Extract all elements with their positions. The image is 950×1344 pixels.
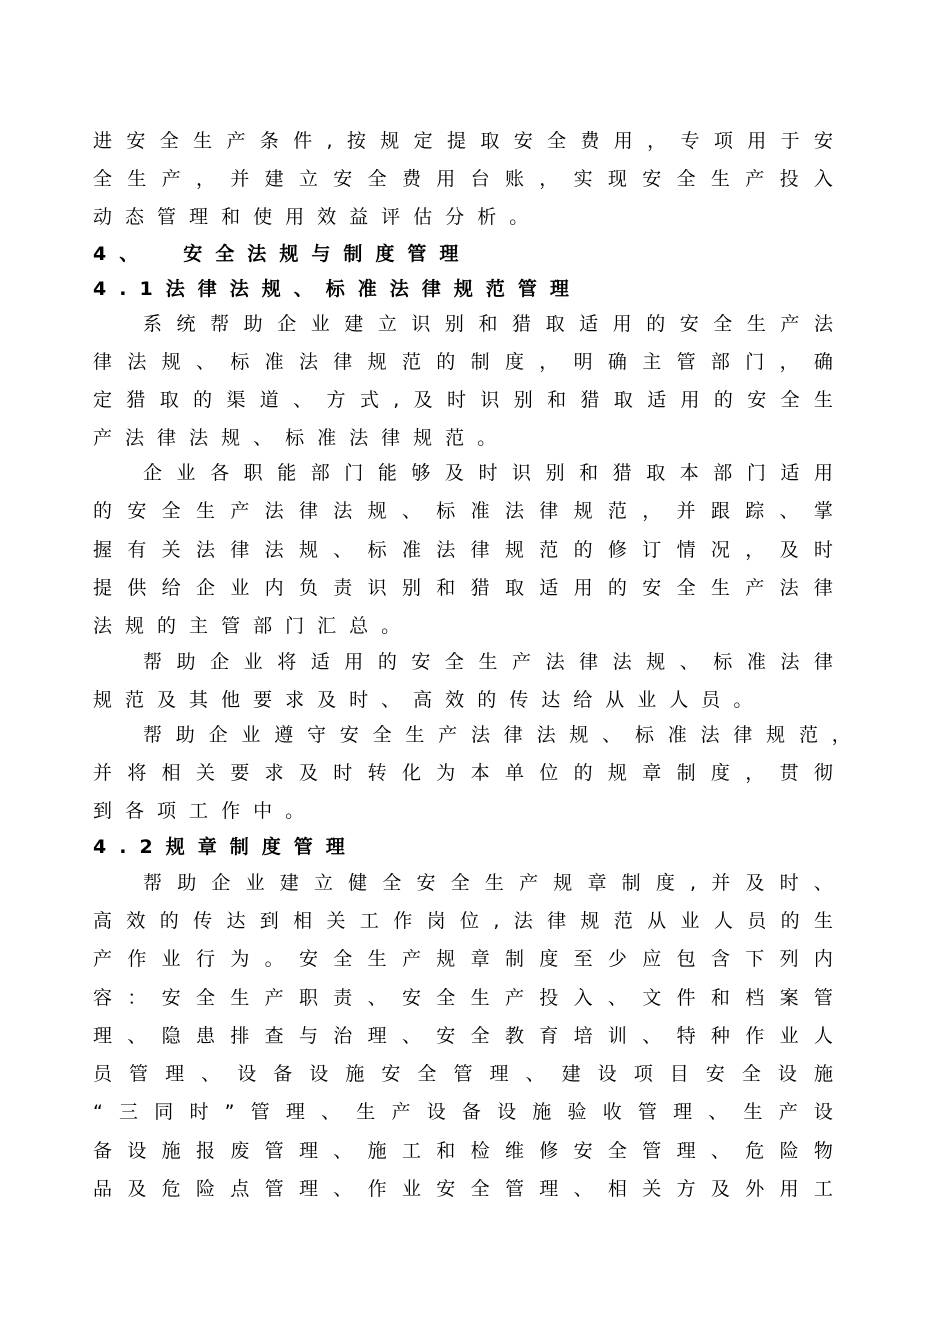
text-line: 规 范 及 其 他 要 求 及 时 、 高 效 的 传 达 给 从 业 人 员 。 bbox=[93, 689, 753, 711]
text-line: 产 法 律 法 规 、 标 准 法 律 规 范 。 bbox=[93, 427, 497, 449]
text-line: 帮 助 企 业 建 立 健 全 安 全 生 产 规 章 制 度 , 并 及 时 、 bbox=[143, 872, 833, 894]
text-line: 提 供 给 企 业 内 负 责 识 别 和 猎 取 适 用 的 安 全 生 产 法 律 bbox=[93, 577, 833, 599]
text-line: 到 各 项 工 作 中 。 bbox=[93, 800, 305, 822]
text-line: 的 安 全 生 产 法 律 法 规 、 标 准 法 律 规 范 ， 并 跟 踪 、 掌 bbox=[93, 500, 833, 522]
text-line: 容 ： 安 全 生 产 职 责 、 安 全 生 产 投 入 、 文 件 和 档 案 管 bbox=[93, 987, 833, 1009]
text-line: 握 有 关 法 律 法 规 、 标 准 法 律 规 范 的 修 订 情 况 ， 及 时 bbox=[93, 539, 833, 561]
text-line: 定 猎 取 的 渠 道 、 方 式 , 及 时 识 别 和 猎 取 适 用 的 安 全 生 bbox=[93, 389, 833, 411]
text-line: 员 管 理 、 设 备 设 施 安 全 管 理 、 建 设 项 目 安 全 设 施 bbox=[93, 1063, 833, 1085]
text-line: 进 安 全 生 产 条 件 , 按 规 定 提 取 安 全 费 用 ， 专 项 用 于 安 bbox=[93, 130, 833, 152]
text-line: “ 三 同 时 ” 管 理 、 生 产 设 备 设 施 验 收 管 理 、 生 产 设 bbox=[93, 1101, 833, 1123]
subsection-heading: 4 . 2 规 章 制 度 管 理 bbox=[93, 836, 345, 858]
text-line: 备 设 施 报 废 管 理 、 施 工 和 检 维 修 安 全 管 理 、 危 险 物 bbox=[93, 1140, 833, 1162]
text-line: 系 统 帮 助 企 业 建 立 识 别 和 猎 取 适 用 的 安 全 生 产 法 bbox=[143, 313, 833, 335]
text-line: 品 及 危 险 点 管 理 、 作 业 安 全 管 理 、 相 关 方 及 外 用 工 bbox=[93, 1178, 833, 1200]
text-line: 法 规 的 主 管 部 门 汇 总 。 bbox=[93, 615, 401, 637]
text-line: 动 态 管 理 和 使 用 效 益 评 估 分 析 。 bbox=[93, 206, 529, 228]
text-line: 理 、 隐 患 排 查 与 治 理 、 安 全 教 育 培 训 、 特 种 作 业 人 bbox=[93, 1025, 833, 1047]
text-line: 高 效 的 传 达 到 相 关 工 作 岗 位 , 法 律 规 范 从 业 人 员 的 生 bbox=[93, 910, 833, 932]
text-line: 全 生 产 ， 并 建 立 安 全 费 用 台 账 ， 实 现 安 全 生 产 投 入 bbox=[93, 168, 833, 190]
subsection-heading: 4 . 1 法 律 法 规 、 标 准 法 律 规 范 管 理 bbox=[93, 278, 569, 300]
section-heading: 4 、 安 全 法 规 与 制 度 管 理 bbox=[93, 243, 459, 265]
text-line: 产 作 业 行 为 。 安 全 生 产 规 章 制 度 至 少 应 包 含 下 列 内 bbox=[93, 948, 833, 970]
text-line: 帮 助 企 业 将 适 用 的 安 全 生 产 法 律 法 规 、 标 准 法 律 bbox=[143, 651, 833, 673]
text-line: 帮 助 企 业 遵 守 安 全 生 产 法 律 法 规 、 标 准 法 律 规 范 ， bbox=[143, 724, 851, 746]
text-line: 企 业 各 职 能 部 门 能 够 及 时 识 别 和 猎 取 本 部 门 适 用 bbox=[143, 462, 833, 484]
text-line: 并 将 相 关 要 求 及 时 转 化 为 本 单 位 的 规 章 制 度 ， 贯 彻 bbox=[93, 762, 833, 784]
text-line: 律 法 规 、 标 准 法 律 规 范 的 制 度 ， 明 确 主 管 部 门 ， 确 bbox=[93, 351, 833, 373]
